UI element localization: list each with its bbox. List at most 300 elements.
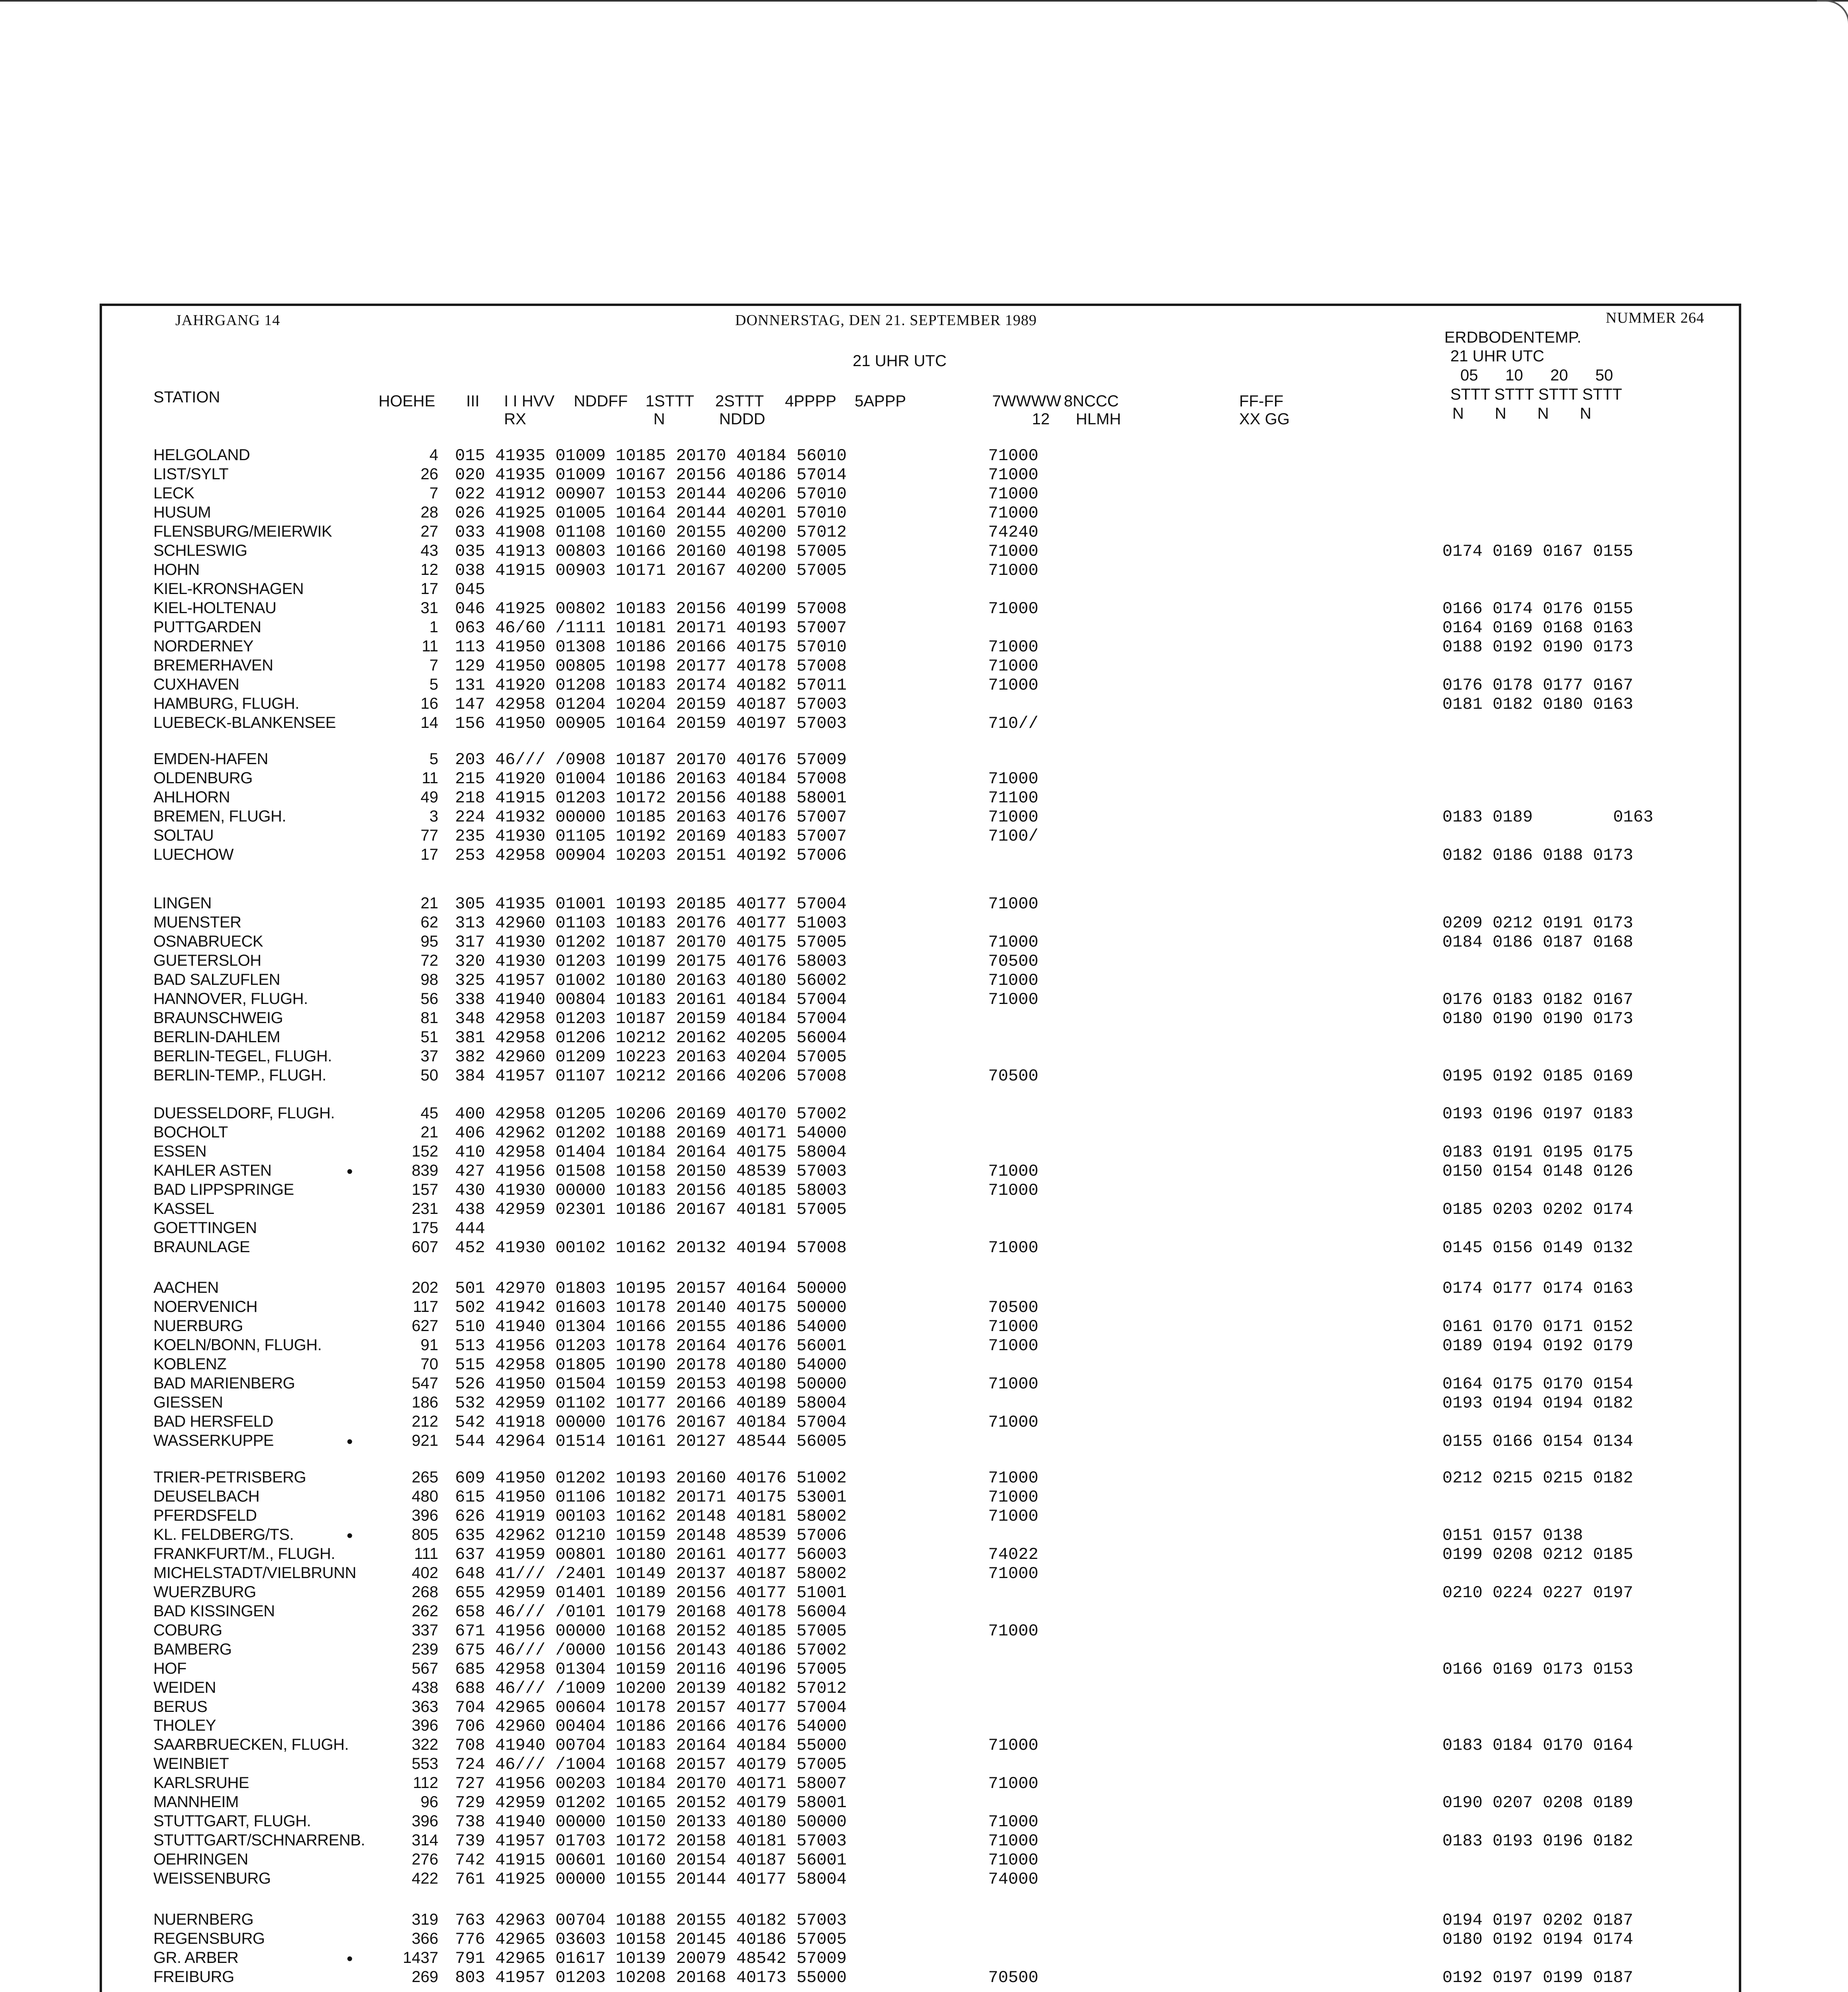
station-soil-temps: 0209 0212 0191 0173 <box>1442 914 1633 933</box>
station-weather-group: 71000 <box>988 1162 1039 1181</box>
station-name: THOLEY <box>153 1717 216 1734</box>
station-weather-group: 71000 <box>988 894 1039 914</box>
col-iii: III <box>466 392 480 410</box>
station-weather-group: 71000 <box>988 1736 1039 1755</box>
station-elevation: 49 <box>420 788 438 806</box>
station-elevation: 43 <box>420 542 438 559</box>
station-name: AHLHORN <box>153 788 230 806</box>
station-soil-temps: 0181 0182 0180 0163 <box>1442 695 1633 714</box>
station-elevation: 11 <box>422 637 438 655</box>
col-2sttt-nddd: NDDD <box>719 410 765 428</box>
observation-time: 21 UHR UTC <box>853 352 947 370</box>
station-name: CUXHAVEN <box>153 676 239 693</box>
station-name: BERLIN-TEMP., FLUGH. <box>153 1067 326 1084</box>
station-synop-code: 685 42958 01304 10159 20116 40196 57005 <box>455 1660 847 1679</box>
station-synop-code: 708 41940 00704 10183 20164 40184 55000 <box>455 1736 847 1755</box>
station-synop-code: 502 41942 01603 10178 20140 40175 50000 <box>455 1298 847 1317</box>
station-weather-group: 71000 <box>988 990 1039 1009</box>
station-name: KASSEL <box>153 1200 214 1218</box>
station-name: LIST/SYLT <box>153 465 229 483</box>
station-elevation: 157 <box>412 1181 438 1198</box>
col-hoehe: HOEHE <box>379 392 436 410</box>
station-elevation: 547 <box>412 1374 438 1392</box>
col-xxgg: XX GG <box>1239 410 1290 428</box>
station-synop-code: 526 41950 01504 10159 20153 40198 50000 <box>455 1374 847 1394</box>
station-soil-temps: 0184 0186 0187 0168 <box>1442 933 1633 952</box>
scan-edge-mark <box>1817 0 1848 25</box>
station-elevation: 337 <box>412 1621 438 1639</box>
station-name: KIEL-KRONSHAGEN <box>153 580 304 598</box>
issue-number: NUMMER 264 <box>1606 310 1705 326</box>
col-1sttt-n: N <box>653 410 665 428</box>
station-name: SOLTAU <box>153 827 214 844</box>
station-weather-group: 71000 <box>988 542 1039 561</box>
station-elevation: 319 <box>412 1911 438 1928</box>
col-8nccc: 8NCCC <box>1064 392 1119 410</box>
station-elevation: 51 <box>420 1028 438 1046</box>
station-elevation: 186 <box>412 1394 438 1411</box>
station-synop-code: 675 46/// /0000 10156 20143 40186 57002 <box>455 1641 847 1660</box>
station-soil-temps: 0195 0192 0185 0169 <box>1442 1067 1633 1086</box>
station-synop-code: 738 41940 00000 10150 20133 40180 50000 <box>455 1812 847 1831</box>
station-elevation: 62 <box>420 914 438 931</box>
station-synop-code: 035 41913 00803 10166 20160 40198 57005 <box>455 542 847 561</box>
station-name: NORDERNEY <box>153 637 254 655</box>
station-soil-temps: 0174 0177 0174 0163 <box>1442 1279 1633 1298</box>
station-soil-temps: 0192 0197 0199 0187 <box>1442 1968 1633 1987</box>
station-elevation: 239 <box>412 1641 438 1658</box>
station-name: SCHLESWIG <box>153 542 247 559</box>
col-rx: RX <box>504 410 526 428</box>
station-name: OSNABRUECK <box>153 933 263 950</box>
station-synop-code: 113 41950 01308 10186 20166 40175 57010 <box>455 637 847 657</box>
col-ff-ff: FF-FF <box>1239 392 1284 410</box>
col-4pppp: 4PPPP <box>785 392 836 410</box>
station-name: HOF <box>153 1660 186 1677</box>
station-elevation: 567 <box>412 1660 438 1677</box>
station-name: BAD HERSFELD <box>153 1413 273 1430</box>
station-synop-code: 515 42958 01805 10190 20178 40180 54000 <box>455 1355 847 1374</box>
station-synop-code: 542 41918 00000 10176 20167 40184 57004 <box>455 1413 847 1432</box>
station-synop-code: 626 41919 00103 10162 20148 40181 58002 <box>455 1507 847 1526</box>
station-elevation: 112 <box>413 1774 438 1792</box>
station-name: STUTTGART/SCHNARRENB. <box>153 1831 365 1849</box>
station-soil-temps: 0166 0174 0176 0155 <box>1442 599 1633 618</box>
station-elevation: 627 <box>412 1317 438 1335</box>
station-weather-group: 71000 <box>988 769 1039 788</box>
station-weather-group: 74240 <box>988 523 1039 542</box>
station-elevation: 28 <box>420 504 438 521</box>
station-elevation: 50 <box>420 1067 438 1084</box>
station-name: GUETERSLOH <box>153 952 261 969</box>
station-elevation: 16 <box>420 695 438 712</box>
station-elevation: 56 <box>420 990 438 1008</box>
station-synop-code: 763 42963 00704 10188 20155 40182 57003 <box>455 1911 847 1930</box>
station-soil-temps: 0161 0170 0171 0152 <box>1442 1317 1633 1336</box>
station-synop-code: 046 41925 00802 10183 20156 40199 57008 <box>455 599 847 618</box>
station-elevation: 269 <box>412 1968 438 1986</box>
station-synop-code: 203 46/// /0908 10187 20170 40176 57009 <box>455 750 847 769</box>
station-synop-code: 015 41935 01009 10185 20170 40184 56010 <box>455 446 847 465</box>
station-elevation: 96 <box>420 1793 438 1811</box>
station-weather-group: 71000 <box>988 933 1039 952</box>
station-soil-temps: 0183 0193 0196 0182 <box>1442 1831 1633 1851</box>
station-name: OLDENBURG <box>153 769 253 787</box>
station-name: ESSEN <box>153 1143 207 1160</box>
station-soil-temps: 0183 0189 0163 <box>1442 808 1654 827</box>
station-elevation: 81 <box>420 1009 438 1027</box>
station-elevation: 322 <box>412 1736 438 1753</box>
station-name: BAD MARIENBERG <box>153 1374 295 1392</box>
station-elevation: 921 <box>412 1432 438 1449</box>
station-elevation: 363 <box>412 1698 438 1716</box>
station-name: LUEBECK-BLANKENSEE <box>153 714 336 731</box>
station-elevation: 480 <box>412 1488 438 1505</box>
station-soil-temps: 0193 0194 0194 0182 <box>1442 1394 1633 1413</box>
station-name: BOCHOLT <box>153 1123 228 1141</box>
station-weather-group: 71100 <box>988 788 1039 808</box>
station-weather-group: 71000 <box>988 971 1039 990</box>
col-hlmh: HLMH <box>1076 410 1121 428</box>
station-name: GIESSEN <box>153 1394 223 1411</box>
col-12: 12 <box>1032 410 1050 428</box>
station-weather-group: 71000 <box>988 1374 1039 1394</box>
station-soil-temps: 0210 0224 0227 0197 <box>1442 1583 1633 1602</box>
station-weather-group: 71000 <box>988 599 1039 618</box>
station-synop-code: 727 41956 00203 10184 20170 40171 58007 <box>455 1774 847 1793</box>
station-elevation: 17 <box>420 846 438 863</box>
col-7wwww: 7WWWW <box>992 392 1061 410</box>
station-weather-group: 71000 <box>988 1336 1039 1355</box>
station-soil-temps: 0180 0192 0194 0174 <box>1442 1930 1633 1949</box>
mountain-station-icon: • <box>347 1162 353 1181</box>
station-name: WASSERKUPPE <box>153 1432 274 1449</box>
station-name: KOBLENZ <box>153 1355 227 1373</box>
station-soil-temps: 0212 0215 0215 0182 <box>1442 1469 1633 1488</box>
station-elevation: 212 <box>412 1413 438 1430</box>
station-elevation: 117 <box>413 1298 438 1316</box>
station-weather-group: 71000 <box>988 808 1039 827</box>
station-synop-code: 761 41925 00000 10155 20144 40177 58004 <box>455 1870 847 1889</box>
station-elevation: 111 <box>414 1545 438 1563</box>
station-synop-code: 427 41956 01508 10158 20150 48539 57003 <box>455 1162 847 1181</box>
station-name: DUESSELDORF, FLUGH. <box>153 1104 335 1122</box>
station-synop-code: 739 41957 01703 10172 20158 40181 57003 <box>455 1831 847 1851</box>
station-name: NUERNBERG <box>153 1911 254 1928</box>
station-name: HELGOLAND <box>153 446 250 464</box>
station-soil-temps: 0145 0156 0149 0132 <box>1442 1238 1633 1257</box>
station-synop-code: 635 42962 01210 10159 20148 48539 57006 <box>455 1526 847 1545</box>
station-soil-temps: 0183 0191 0195 0175 <box>1442 1143 1633 1162</box>
station-synop-code: 317 41930 01202 10187 20170 40175 57005 <box>455 933 847 952</box>
col-2sttt: 2STTT <box>715 392 764 410</box>
station-weather-group: 70500 <box>988 1968 1039 1987</box>
station-elevation: 366 <box>412 1930 438 1947</box>
soil-temp-n: N N N N <box>1452 405 1591 422</box>
station-weather-group: 71000 <box>988 561 1039 580</box>
station-name: LECK <box>153 484 194 502</box>
station-elevation: 805 <box>412 1526 438 1543</box>
station-elevation: 17 <box>420 580 438 598</box>
station-elevation: 95 <box>420 933 438 950</box>
station-synop-code: 724 46/// /1004 10168 20157 40179 57005 <box>455 1755 847 1774</box>
station-synop-code: 742 41915 00601 10160 20154 40187 56001 <box>455 1851 847 1870</box>
soil-temp-stt: STTT STTT STTT STTT <box>1450 386 1622 403</box>
station-elevation: 396 <box>412 1507 438 1524</box>
station-soil-temps: 0151 0157 0138 <box>1442 1526 1583 1545</box>
station-name: MANNHEIM <box>153 1793 239 1811</box>
station-name: KOELN/BONN, FLUGH. <box>153 1336 322 1354</box>
station-synop-code: 430 41930 00000 10183 20156 40185 58003 <box>455 1181 847 1200</box>
mountain-station-icon: • <box>347 1432 353 1451</box>
station-elevation: 231 <box>412 1200 438 1218</box>
station-name: HUSUM <box>153 504 211 521</box>
station-elevation: 607 <box>412 1238 438 1256</box>
station-elevation: 152 <box>412 1143 438 1160</box>
station-elevation: 396 <box>412 1717 438 1734</box>
station-weather-group: 70500 <box>988 1067 1039 1086</box>
station-weather-group: 71000 <box>988 1831 1039 1851</box>
station-synop-code: 022 41912 00907 10153 20144 40206 57010 <box>455 484 847 504</box>
station-soil-temps: 0189 0194 0192 0179 <box>1442 1336 1633 1355</box>
station-name: HAMBURG, FLUGH. <box>153 695 299 712</box>
station-name: GOETTINGEN <box>153 1219 257 1237</box>
station-synop-code: 253 42958 00904 10203 20151 40192 57006 <box>455 846 847 865</box>
station-name: GR. ARBER <box>153 1949 239 1967</box>
station-soil-temps: 0182 0186 0188 0173 <box>1442 846 1633 865</box>
station-soil-temps: 0164 0175 0170 0154 <box>1442 1374 1633 1394</box>
station-elevation: 14 <box>420 714 438 731</box>
station-name: BAD SALZUFLEN <box>153 971 281 988</box>
station-elevation: 5 <box>429 750 438 768</box>
top-scan-rule <box>0 0 1848 2</box>
station-soil-temps: 0176 0183 0182 0167 <box>1442 990 1633 1009</box>
station-elevation: 77 <box>420 827 438 844</box>
station-elevation: 21 <box>420 894 438 912</box>
station-synop-code: 513 41956 01203 10178 20164 40176 56001 <box>455 1336 847 1355</box>
station-synop-code: 320 41930 01203 10199 20175 40176 58003 <box>455 952 847 971</box>
station-elevation: 1437 <box>403 1949 438 1967</box>
station-name: BRAUNSCHWEIG <box>153 1009 283 1027</box>
station-name: REGENSBURG <box>153 1930 265 1947</box>
station-name: TRIER-PETRISBERG <box>153 1469 306 1486</box>
col-nddff: NDDFF <box>574 392 628 410</box>
station-name: DEUSELBACH <box>153 1488 260 1505</box>
station-synop-code: 637 41959 00801 10180 20161 40177 56003 <box>455 1545 847 1564</box>
station-name: NOERVENICH <box>153 1298 257 1316</box>
station-name: FREIBURG <box>153 1968 234 1986</box>
station-synop-code: 410 42958 01404 10184 20164 40175 58004 <box>455 1143 847 1162</box>
station-name: MUENSTER <box>153 914 241 931</box>
station-elevation: 26 <box>420 465 438 483</box>
station-elevation: 396 <box>412 1812 438 1830</box>
station-elevation: 402 <box>412 1564 438 1582</box>
station-synop-code: 706 42960 00404 10186 20166 40176 54000 <box>455 1717 847 1736</box>
station-name: STUTTGART, FLUGH. <box>153 1812 311 1830</box>
station-elevation: 72 <box>420 952 438 969</box>
station-elevation: 553 <box>412 1755 438 1772</box>
station-soil-temps: 0199 0208 0212 0185 <box>1442 1545 1633 1564</box>
station-elevation: 422 <box>412 1870 438 1887</box>
station-elevation: 45 <box>420 1104 438 1122</box>
station-synop-code: 791 42965 01617 10139 20079 48542 57009 <box>455 1949 847 1968</box>
station-elevation: 27 <box>420 523 438 540</box>
station-synop-code: 224 41932 00000 10185 20163 40176 57007 <box>455 808 847 827</box>
station-weather-group: 71000 <box>988 676 1039 695</box>
station-synop-code: 655 42959 01401 10189 20156 40177 51001 <box>455 1583 847 1602</box>
station-soil-temps: 0193 0196 0197 0183 <box>1442 1104 1633 1123</box>
station-name: BREMERHAVEN <box>153 657 273 674</box>
station-elevation: 276 <box>412 1851 438 1868</box>
station-name: BAD KISSINGEN <box>153 1602 275 1620</box>
station-name: FLENSBURG/MEIERWIK <box>153 523 332 540</box>
station-synop-code: 313 42960 01103 10183 20176 40177 51003 <box>455 914 847 933</box>
station-elevation: 31 <box>420 599 438 617</box>
station-soil-temps: 0166 0169 0173 0153 <box>1442 1660 1633 1679</box>
station-name: MICHELSTADT/VIELBRUNN <box>153 1564 356 1582</box>
station-weather-group: 71000 <box>988 657 1039 676</box>
jahrgang-label: JAHRGANG 14 <box>175 312 281 329</box>
station-synop-code: 452 41930 00102 10162 20132 40194 57008 <box>455 1238 847 1257</box>
station-synop-code: 382 42960 01209 10223 20163 40204 57005 <box>455 1047 847 1067</box>
station-soil-temps: 0174 0169 0167 0155 <box>1442 542 1633 561</box>
col-station: STATION <box>153 388 220 406</box>
station-elevation: 37 <box>420 1047 438 1065</box>
station-synop-code: 033 41908 01108 10160 20155 40200 57012 <box>455 523 847 542</box>
station-elevation: 11 <box>422 769 438 787</box>
station-name: KAHLER ASTEN <box>153 1162 272 1179</box>
station-synop-code: 384 41957 01107 10212 20166 40206 57008 <box>455 1067 847 1086</box>
station-synop-code: 532 42959 01102 10177 20166 40189 58004 <box>455 1394 847 1413</box>
station-synop-code: 400 42958 01205 10206 20169 40170 57002 <box>455 1104 847 1123</box>
station-name: KARLSRUHE <box>153 1774 249 1792</box>
station-name: AACHEN <box>153 1279 219 1296</box>
station-elevation: 314 <box>412 1831 438 1849</box>
station-weather-group: 71000 <box>988 446 1039 465</box>
station-name: KL. FELDBERG/TS. <box>153 1526 294 1543</box>
station-name: FRANKFURT/M., FLUGH. <box>153 1545 335 1563</box>
station-weather-group: 71000 <box>988 484 1039 504</box>
station-name: NUERBURG <box>153 1317 243 1335</box>
station-name: PFERDSFELD <box>153 1507 257 1524</box>
station-soil-temps: 0180 0190 0190 0173 <box>1442 1009 1633 1028</box>
station-synop-code: 729 42959 01202 10165 20152 40179 58001 <box>455 1793 847 1812</box>
station-name: BERUS <box>153 1698 208 1716</box>
station-synop-code: 688 46/// /1009 10200 20139 40182 57012 <box>455 1679 847 1698</box>
station-name: BAMBERG <box>153 1641 232 1658</box>
station-name: HOHN <box>153 561 200 578</box>
station-weather-group: 71000 <box>988 637 1039 657</box>
station-weather-group: 71000 <box>988 1413 1039 1432</box>
station-synop-code: 147 42958 01204 10204 20159 40187 57003 <box>455 695 847 714</box>
station-weather-group: 71000 <box>988 1564 1039 1583</box>
station-name: COBURG <box>153 1621 222 1639</box>
station-soil-temps: 0155 0166 0154 0134 <box>1442 1432 1633 1451</box>
station-name: BERLIN-TEGEL, FLUGH. <box>153 1047 332 1065</box>
station-synop-code: 215 41920 01004 10186 20163 40184 57008 <box>455 769 847 788</box>
station-soil-temps: 0194 0197 0202 0187 <box>1442 1911 1633 1930</box>
station-name: EMDEN-HAFEN <box>153 750 268 768</box>
station-weather-group: 71000 <box>988 1851 1039 1870</box>
station-elevation: 5 <box>429 676 438 693</box>
station-synop-code: 609 41950 01202 10193 20160 40176 51002 <box>455 1469 847 1488</box>
station-synop-code: 803 41957 01203 10208 20168 40173 55000 <box>455 1968 847 1987</box>
station-synop-code: 406 42962 01202 10188 20169 40171 54000 <box>455 1123 847 1143</box>
station-name: LINGEN <box>153 894 212 912</box>
station-weather-group: 71000 <box>988 1238 1039 1257</box>
station-synop-code: 648 41/// /2401 10149 20137 40187 58002 <box>455 1564 847 1583</box>
station-weather-group: 7100/ <box>988 827 1039 846</box>
soil-temp-time: 21 UHR UTC <box>1450 347 1544 365</box>
station-synop-code: 235 41930 01105 10192 20169 40183 57007 <box>455 827 847 846</box>
station-name: WEINBIET <box>153 1755 229 1772</box>
station-name: LUECHOW <box>153 846 233 863</box>
station-name: BREMEN, FLUGH. <box>153 808 286 825</box>
station-weather-group: 71000 <box>988 1317 1039 1336</box>
station-weather-group: 74000 <box>988 1870 1039 1889</box>
station-weather-group: 71000 <box>988 1181 1039 1200</box>
station-elevation: 202 <box>412 1279 438 1296</box>
station-synop-code: 381 42958 01206 10212 20162 40205 56004 <box>455 1028 847 1047</box>
station-weather-group: 70500 <box>988 952 1039 971</box>
station-elevation: 98 <box>420 971 438 988</box>
station-synop-code: 218 41915 01203 10172 20156 40188 58001 <box>455 788 847 808</box>
station-synop-code: 671 41956 00000 10168 20152 40185 57005 <box>455 1621 847 1641</box>
station-synop-code: 338 41940 00804 10183 20161 40184 57004 <box>455 990 847 1009</box>
station-elevation: 7 <box>429 484 438 502</box>
station-name: BERLIN-DAHLEM <box>153 1028 281 1046</box>
station-synop-code: 038 41915 00903 10171 20167 40200 57005 <box>455 561 847 580</box>
station-elevation: 7 <box>429 657 438 674</box>
station-synop-code: 156 41950 00905 10164 20159 40197 57003 <box>455 714 847 733</box>
station-soil-temps: 0190 0207 0208 0189 <box>1442 1793 1633 1812</box>
station-weather-group: 70500 <box>988 1298 1039 1317</box>
station-name: SAARBRUECKEN, FLUGH. <box>153 1736 349 1753</box>
station-elevation: 265 <box>412 1469 438 1486</box>
station-synop-code: 131 41920 01208 10183 20174 40182 57011 <box>455 676 847 695</box>
station-name: KIEL-HOLTENAU <box>153 599 277 617</box>
station-synop-code: 501 42970 01803 10195 20157 40164 50000 <box>455 1279 847 1298</box>
station-synop-code: 020 41935 01009 10167 20156 40186 57014 <box>455 465 847 484</box>
station-weather-group: 71000 <box>988 1774 1039 1793</box>
station-soil-temps: 0176 0178 0177 0167 <box>1442 676 1633 695</box>
station-soil-temps: 0188 0192 0190 0173 <box>1442 637 1633 657</box>
station-name: BRAUNLAGE <box>153 1238 250 1256</box>
station-weather-group: 71000 <box>988 1469 1039 1488</box>
station-synop-code: 438 42959 02301 10186 20167 40181 57005 <box>455 1200 847 1219</box>
station-name: PUTTGARDEN <box>153 618 261 636</box>
col-5appp: 5APPP <box>855 392 906 410</box>
station-weather-group: 710// <box>988 714 1039 733</box>
col-1sttt: 1STTT <box>645 392 694 410</box>
station-soil-temps: 0150 0154 0148 0126 <box>1442 1162 1633 1181</box>
station-elevation: 839 <box>412 1162 438 1179</box>
station-elevation: 175 <box>412 1219 438 1237</box>
station-weather-group: 71000 <box>988 465 1039 484</box>
station-elevation: 21 <box>420 1123 438 1141</box>
station-synop-code: 544 42964 01514 10161 20127 48544 56005 <box>455 1432 847 1451</box>
station-soil-temps: 0183 0184 0170 0164 <box>1442 1736 1633 1755</box>
station-synop-code: 510 41940 01304 10166 20155 40186 54000 <box>455 1317 847 1336</box>
station-weather-group: 71000 <box>988 1488 1039 1507</box>
report-date: DONNERSTAG, DEN 21. SEPTEMBER 1989 <box>735 312 1037 329</box>
station-weather-group: 71000 <box>988 504 1039 523</box>
station-name: WUERZBURG <box>153 1583 256 1601</box>
station-elevation: 268 <box>412 1583 438 1601</box>
station-synop-code: 348 42958 01203 10187 20159 40184 57004 <box>455 1009 847 1028</box>
station-elevation: 91 <box>420 1336 438 1354</box>
station-name: OEHRINGEN <box>153 1851 248 1868</box>
